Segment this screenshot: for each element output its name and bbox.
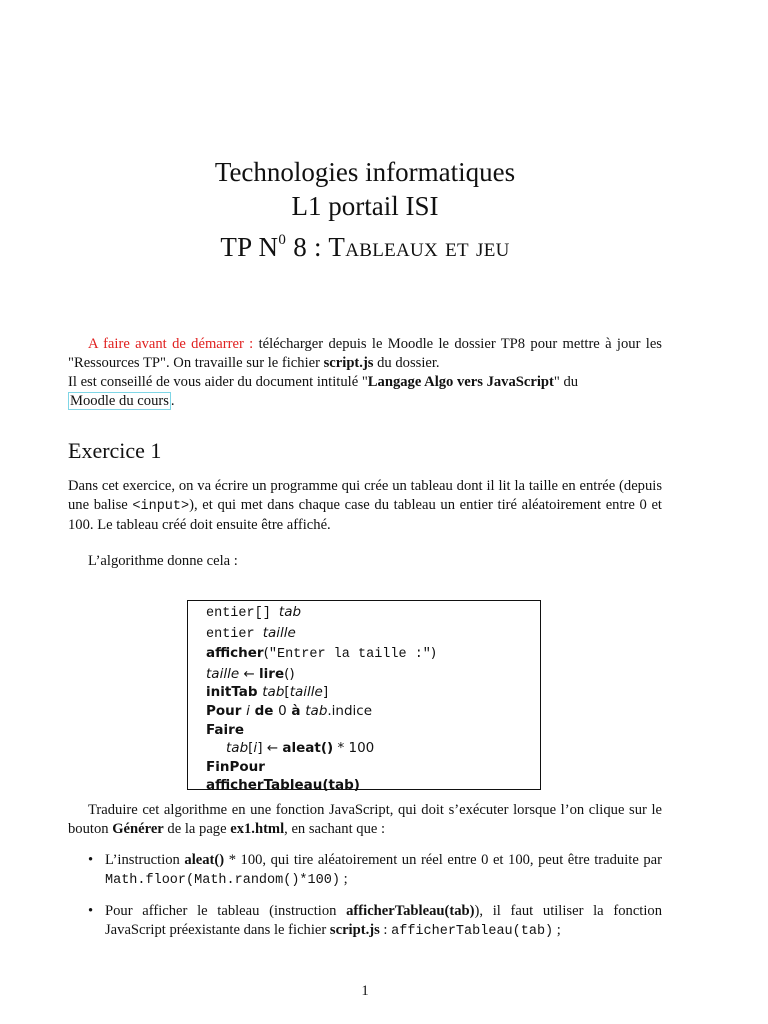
exercise-paragraph [68,477,662,535]
algo-line-1 [206,603,540,624]
algo-var: taille [289,684,323,701]
bullet-text-part: ; [339,871,348,887]
page-number: 1 [361,983,369,999]
course-title: Technologies informatiques [214,157,516,187]
advice-text-1: Il est conseillé de vous aider du document intitulé " [68,374,368,390]
algo-code: entier [206,626,263,642]
bullet-text [105,851,662,890]
advice-text-3: . [170,393,175,409]
tp-suffix: 8 : Tableaux et jeu [286,232,510,262]
algo-line-7 [206,721,540,740]
algo-keyword: de [249,702,279,719]
algo-line-10 [206,776,540,795]
bullet-keyword: afficherTableau(tab) [346,903,475,919]
algo-number: 0 [278,702,287,719]
bullet-icon: • [88,903,94,919]
script-file-name: script.js [323,355,374,371]
bullet-code: afficherTableau(tab) [391,924,554,939]
algo-var: i [253,740,258,757]
bullet-text-part: L’instruction [105,852,185,868]
generate-button-name: Générer [112,821,164,837]
intro-text-1: télécharger depuis le Moodle le dossier TP8 pour mettre à jour les "Ressources TP". On travaille sur le fichier [68,336,662,371]
input-tag-code: <input> [132,499,190,514]
bullet-file: script.js [329,922,380,938]
algo-line-2 [206,624,540,645]
bullet-text-part: ; [553,922,561,938]
algo-keyword: initTab [206,684,263,701]
title-block [0,155,730,264]
before-start-label: A faire avant de démarrer : [88,336,254,352]
algo-intro: L’algorithme donne cela : [88,553,238,569]
algo-keyword: afficher [206,645,264,662]
algo-var: taille [262,624,296,641]
algo-keyword: lire [259,665,285,682]
algo-bracket: ] ← [257,740,283,757]
algo-line-8 [206,739,540,758]
doc-name: Langage Algo vers JavaScript [367,374,554,390]
algorithm-box [187,600,541,794]
page-file-name: ex1.html [230,821,285,837]
algo-line-9 [206,758,540,777]
algo-keyword: FinPour [206,758,265,775]
bullet-text-part: Pour afficher le tableau (instruction [105,903,347,919]
bullet-text-part: ), il faut utiliser la fonction JavaScript préexistante dans le fichier [105,903,662,938]
algo-paren: ( [263,645,269,662]
bullet-keyword: aleat() [184,852,225,868]
assign-arrow: ← [239,665,260,682]
intro-paragraph [68,335,662,373]
exercise-heading: Exercice 1 [68,438,162,463]
algo-string: "Entrer la taille :" [268,647,431,663]
algo-text: * 100 [333,740,375,757]
tp-superscript: 0 [278,232,287,248]
moodle-link[interactable]: Moodle du cours [70,393,169,409]
algo-bracket: ] [322,684,329,701]
translate-text-3: , en sachant que : [284,821,386,837]
algo-line-5 [206,683,540,702]
algo-keyword: aleat() [282,740,334,757]
algo-keyword: afficherTableau(tab) [206,777,360,794]
intro-text-2: du dossier. [373,355,440,371]
advice-paragraph [68,373,662,411]
bullet-text [105,902,662,941]
algo-keyword: Pour [206,702,247,719]
algo-code: entier[] [206,606,279,621]
algo-text: .indice [327,702,373,719]
tp-prefix: TP N [220,232,279,262]
algo-line-4 [206,665,540,684]
algo-keyword: Faire [206,721,244,738]
bullet-text-part: : [379,922,392,938]
algo-var: taille [206,665,240,682]
algo-var: tab [226,740,249,757]
algo-keyword: à [286,702,306,719]
bullet-icon: • [88,852,94,868]
course-subtitle: L1 portail ISI [291,191,439,221]
algo-bracket: [ [284,684,290,701]
algo-paren: () [284,665,295,682]
algo-var: tab [278,604,302,620]
exercise-text-1: Dans cet exercice, on va écrire un programme qui crée un tableau dont il lit la taille en entrée (depuis une balise [68,478,662,513]
algo-var: i [246,702,250,719]
algo-bracket: [ [248,740,254,757]
bullet-code: Math.floor(Math.random()*100) [105,873,340,888]
algo-line-3 [206,644,540,665]
algo-var: tab [305,702,328,719]
translate-text-1: Traduire cet algorithme en une fonction JavaScript, qui doit s’exécuter lorsque l’on clique sur le bouton [68,802,662,837]
bullet-text-part: * 100, qui tire aléatoirement un réel entre 0 et 100, peut être traduite par [224,852,662,868]
algo-var: tab [262,684,285,701]
tp-title [0,223,730,264]
translate-text-2: de la page [163,821,231,837]
list-item [88,902,662,941]
algo-line-6 [206,702,540,721]
advice-text-2: " du [553,374,579,390]
exercise-text-2: ), et qui met dans chaque case du tableau un entier tiré aléatoirement entre 0 et 100. Le tableau créé doit ensuite être affiché. [68,497,662,533]
algo-paren: ) [430,645,437,662]
list-item [88,851,662,890]
translate-paragraph [68,801,662,839]
